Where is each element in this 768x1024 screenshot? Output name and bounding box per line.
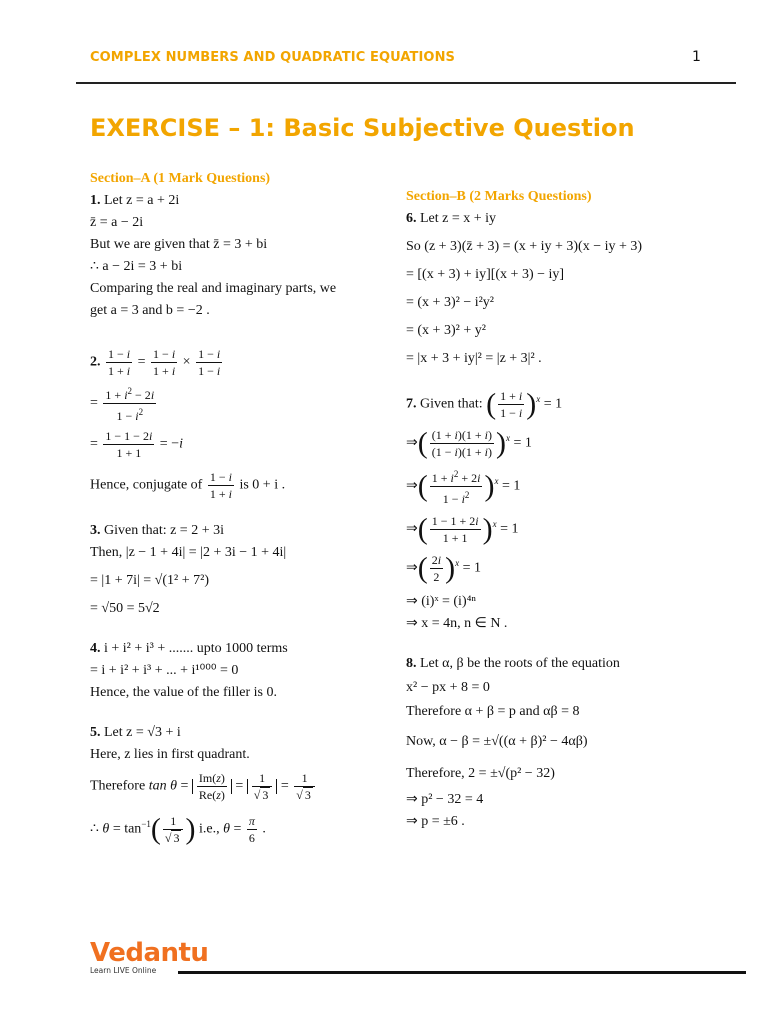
- fraction: $\frac{Im(z)}{Re(z)}$: [198, 771, 225, 802]
- q3-line: Given that: z = 2 + 3i: [104, 523, 224, 538]
- header-rule: [76, 82, 736, 84]
- section-a-column: [90, 168, 390, 846]
- q8-line: Let α, β be the roots of the equation: [420, 656, 620, 671]
- q8-line: ⇒ p² − 32 = 4: [406, 792, 484, 807]
- question-7: 7. Given that: ( $\frac{1 + i}{1 - i}$ )$^x$ = 1 ⇒( $\frac{(1 + i)(1 + i)}{(1 - i)(1 + i)}$ )$^x$ = 1 ⇒( $\frac{1 + i^2 + 2i}{1 - i^2}$ )$^x$ = 1 ⇒( $\frac{1 - 1 + 2i}{1 + 1}$ )$^x$ = 1 ⇒( $\frac{2i}{2}$ )$^x$ = 1 ⇒ (i)ˣ = (i)⁴ⁿ ⇒ x = 4n, n ∈ N .: [406, 388, 706, 635]
- q7-line: ⇒ (i)ˣ = (i)⁴ⁿ: [406, 594, 476, 609]
- logo-tagline: Learn LIVE Online: [90, 966, 157, 975]
- q5-line: Therefore: [90, 778, 146, 794]
- section-b-column: [406, 186, 706, 833]
- q8-line: Therefore, 2 = ±√(p² − 32): [406, 766, 555, 781]
- fraction: $\frac{1}{√ 3}$: [294, 770, 315, 803]
- running-header: COMPLEX NUMBERS AND QUADRATIC EQUATIONS: [90, 50, 456, 65]
- q6-line: = (x + 3)² − i²y²: [406, 295, 494, 310]
- logo-brand: Vedantu: [90, 938, 209, 968]
- section-a-heading: Section–A (1 Mark Questions): [90, 171, 271, 186]
- q4-line: = i + i² + i³ + ... + i¹⁰⁰⁰ = 0: [90, 663, 239, 678]
- q2-hence: Hence, conjugate of: [90, 477, 203, 493]
- question-5: 5. Let z = √3 + i Here, z lies in first quadrant. Therefore tan θ = $\frac{Im(z)}{Re(z)}$ = $\frac{1}{√ 3}$ = $\frac{1}{√ 3}$ ∴ $\theta = \tan^{-1}$( $\frac{1}{√ 3}$ ) i.e., θ = $\frac{\pi}{6}$ .: [90, 722, 390, 846]
- q6-line: So (z + 3)(z̄ + 3) = (x + iy + 3)(x − iy + 3): [406, 239, 643, 254]
- fraction: $\frac{1 - i}{1 - i}$: [198, 347, 221, 378]
- q7-line: Given that:: [420, 396, 483, 412]
- section-b-heading: Section–B (2 Marks Questions): [406, 189, 592, 204]
- question-3: 3. Given that: z = 2 + 3i Then, |z − 1 + 4i| = |2 + 3i − 1 + 4i| = |1 + 7i| = √(1² + 7²) = √50 = 5√2: [90, 520, 390, 620]
- fraction: $\frac{1 - 1 + 2i}{1 + 1}$: [431, 514, 479, 545]
- exercise-title: EXERCISE – 1: Basic Subjective Question: [90, 114, 635, 142]
- fraction: $\frac{1 - i}{1 + i}$: [153, 347, 176, 378]
- q1-line: get a = 3 and b = −2 .: [90, 303, 210, 318]
- fraction: $\frac{(1 + i)(1 + i)}{(1 - i)(1 + i)}$: [431, 428, 492, 459]
- q6-line: = (x + 3)² + y²: [406, 323, 486, 338]
- fraction: $\frac{1 - i}{1 + i}$: [108, 347, 131, 378]
- footer-rule: [178, 971, 746, 974]
- q1-line: ∴ a − 2i = 3 + bi: [90, 259, 183, 274]
- fraction: $\frac{1 - 1 - 2i}{1 + 1}$: [105, 429, 153, 460]
- q2-result: is 0 + i .: [239, 477, 286, 493]
- q7-line: ⇒ x = 4n, n ∈ N .: [406, 616, 508, 631]
- q6-line: Let z = x + iy: [420, 211, 497, 226]
- q1-line: Let z = a + 2i: [104, 193, 180, 208]
- q3-line: = |1 + 7i| = √(1² + 7²): [90, 573, 209, 588]
- q8-line: ⇒ p = ±6 .: [406, 814, 465, 829]
- q1-line: But we are given that z̄ = 3 + bi: [90, 237, 268, 252]
- q5-line: Here, z lies in first quadrant.: [90, 747, 250, 762]
- fraction: $\frac{1 + i}{1 - i}$: [500, 389, 523, 420]
- fraction: $\frac{1}{√ 3}$: [252, 770, 273, 803]
- q1-line: Comparing the real and imaginary parts, we: [90, 281, 337, 296]
- q4-line: Hence, the value of the filler is 0.: [90, 685, 277, 700]
- q4-line: i + i² + i³ + ....... upto 1000 terms: [104, 641, 288, 656]
- question-4: 4. i + i² + i³ + ....... upto 1000 terms = i + i² + i³ + ... + i¹⁰⁰⁰ = 0 Hence, the value of the filler is 0.: [90, 638, 390, 704]
- q3-line: Then, |z − 1 + 4i| = |2 + 3i − 1 + 4i|: [90, 545, 287, 560]
- fraction: $\frac{1 + i^2 - 2i}{1 - i^2}$: [103, 383, 156, 424]
- fraction: $\frac{1}{√ 3}$: [163, 813, 184, 846]
- q8-line: Now, α − β = ±√((α + β)² − 4αβ): [406, 734, 588, 749]
- q3-line: = √50 = 5√2: [90, 601, 160, 616]
- question-1: 1. Let z = a + 2i z̄ = a − 2i But we are given that z̄ = 3 + bi ∴ a − 2i = 3 + bi Comparing the real and imaginary parts, we get a = 3 and b = −2 .: [90, 190, 390, 322]
- q8-line: x² − px + 8 = 0: [406, 680, 490, 695]
- fraction: $\frac{\pi}{6}$: [248, 814, 255, 845]
- q5-line: i.e.,: [198, 821, 220, 837]
- question-6: 6. Let z = x + iy So (z + 3)(z̄ + 3) = (x + iy + 3)(x − iy + 3) = [(x + 3) + iy][(x + 3) − iy] = (x + 3)² − i²y² = (x + 3)² + y² = |x + 3 + iy|² = |z + 3|² .: [406, 208, 706, 370]
- q6-line: = [(x + 3) + iy][(x + 3) − iy]: [406, 267, 565, 282]
- q1-line: z̄ = a − 2i: [90, 215, 144, 230]
- page-number: 1: [692, 49, 701, 65]
- fraction: $\frac{1 - i}{1 + i}$: [209, 470, 232, 501]
- fraction: $\frac{1 + i^2 + 2i}{1 - i^2}$: [430, 466, 483, 507]
- q8-line: Therefore α + β = p and αβ = 8: [406, 704, 580, 719]
- question-8: 8. Let α, β be the roots of the equation x² − px + 8 = 0 Therefore α + β = p and αβ = 8 Now, α − β = ±√((α + β)² − 4αβ) Therefore, 2 = ±√(p² − 32) ⇒ p² − 32 = 4 ⇒ p = ±6 .: [406, 653, 706, 833]
- question-2: 2. $\frac{1 - i}{1 + i}$ = $\frac{1 - i}{1 + i}$ × $\frac{1 - i}{1 - i}$ = $\frac{1 + i^2 - 2i}{1 - i^2}$ = $\frac{1 - 1 - 2i}{1 + 1}$ = −i Hence, conjugate of $\frac{1 - i}{1 + i}$ is 0 + i .: [90, 347, 286, 501]
- q6-line: = |x + 3 + iy|² = |z + 3|² .: [406, 351, 542, 366]
- vedantu-logo: [90, 938, 208, 975]
- fraction: $\frac{2i}{2}$: [431, 553, 442, 584]
- q5-line: Let z = √3 + i: [104, 725, 181, 740]
